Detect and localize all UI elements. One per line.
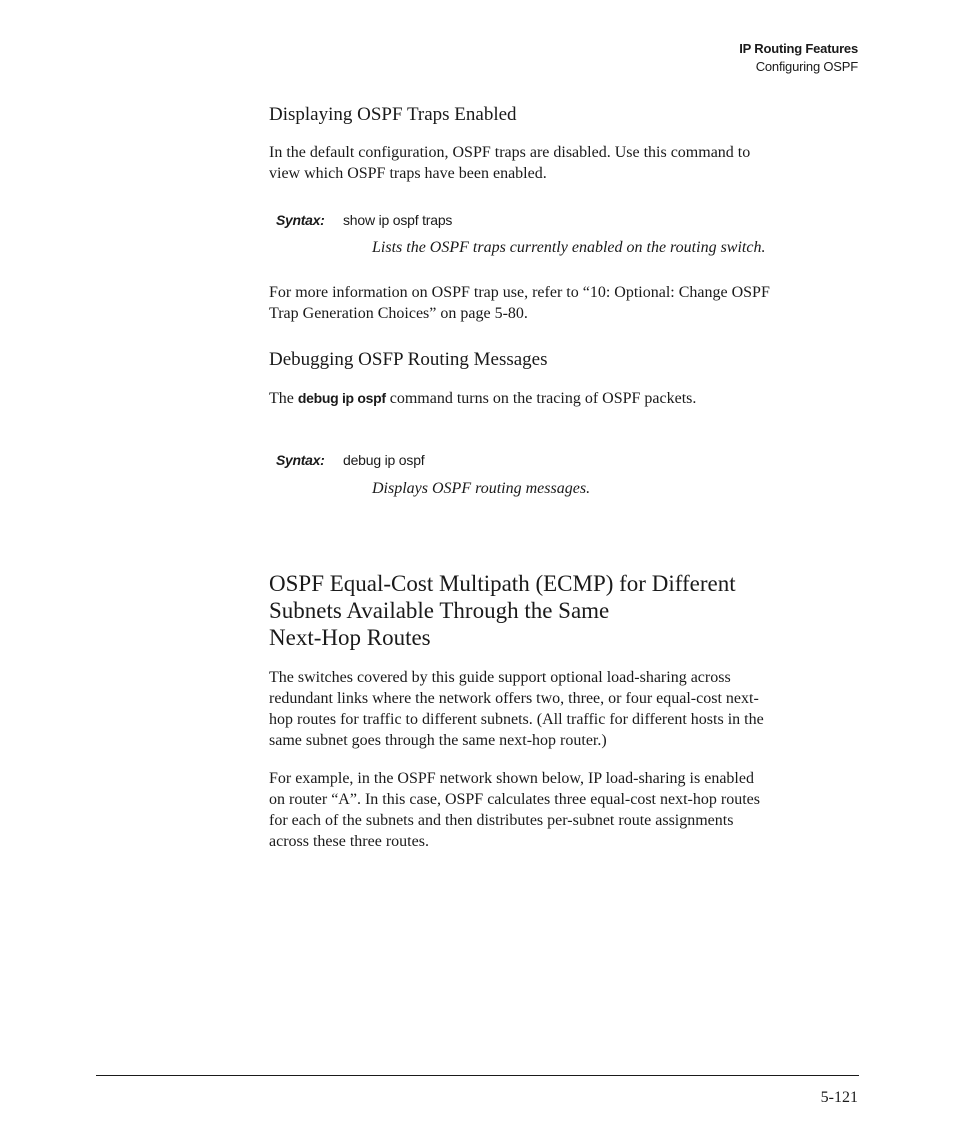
page-number: 5-121 [820,1089,858,1106]
traps-more-info-line: Trap Generation Choices” on page 5-80. [269,305,528,322]
ecmp-paragraph-2-line: across these three routes. [269,833,429,850]
debug-heading: Debugging OSFP Routing Messages [269,349,548,370]
ecmp-paragraph-1-line: hop routes for traffic to different subnets. (All traffic for different hosts in the [269,711,764,728]
traps-more-info-line: For more information on OSPF trap use, refer to “10: Optional: Change OSPF [269,284,770,301]
traps-syntax-description: Lists the OSPF traps currently enabled on the routing switch. [372,239,766,256]
running-header-title: IP Routing Features [739,41,858,56]
ecmp-paragraph-1-line: redundant links where the network offers two, three, or four equal-cost next- [269,690,759,707]
ecmp-heading [269,570,869,651]
debug-intro-suffix: command turns on the tracing of OSPF packets. [385,390,697,407]
debug-intro-paragraph [269,388,861,409]
traps-heading: Displaying OSPF Traps Enabled [269,104,517,125]
running-header-subtitle: Configuring OSPF [755,59,858,74]
ecmp-paragraph-1-line: The switches covered by this guide support optional load-sharing across [269,669,731,686]
debug-intro-command: debug ip ospf [297,390,386,406]
ecmp-paragraph-1 [269,667,861,751]
ecmp-heading-line: Subnets Available Through the Same [269,598,610,623]
traps-syntax-command: show ip ospf traps [343,212,453,228]
ecmp-paragraph-2-line: For example, in the OSPF network shown below, IP load-sharing is enabled [269,770,754,787]
debug-syntax-label: Syntax: [276,452,325,468]
traps-intro-paragraph [269,142,861,184]
ecmp-paragraph-2-line: on router “A”. In this case, OSPF calculates three equal-cost next-hop routes [269,791,760,808]
debug-syntax-description: Displays OSPF routing messages. [372,480,591,497]
traps-intro-line: In the default configuration, OSPF traps are disabled. Use this command to [269,144,751,161]
ecmp-paragraph-2 [269,768,861,852]
ecmp-paragraph-1-line: same subnet goes through the same next-hop router.) [269,732,607,749]
ecmp-paragraph-2-line: for each of the subnets and then distributes per-subnet route assignments [269,812,734,829]
traps-more-info-paragraph [269,282,861,324]
ecmp-heading-line: Next-Hop Routes [269,625,431,650]
footer-divider [96,1075,859,1076]
debug-intro-prefix: The [269,390,298,407]
debug-syntax-command: debug ip ospf [343,452,425,468]
ecmp-heading-line: OSPF Equal-Cost Multipath (ECMP) for Different [269,571,736,596]
traps-intro-line: view which OSPF traps have been enabled. [269,165,547,182]
traps-syntax-label: Syntax: [276,212,325,228]
